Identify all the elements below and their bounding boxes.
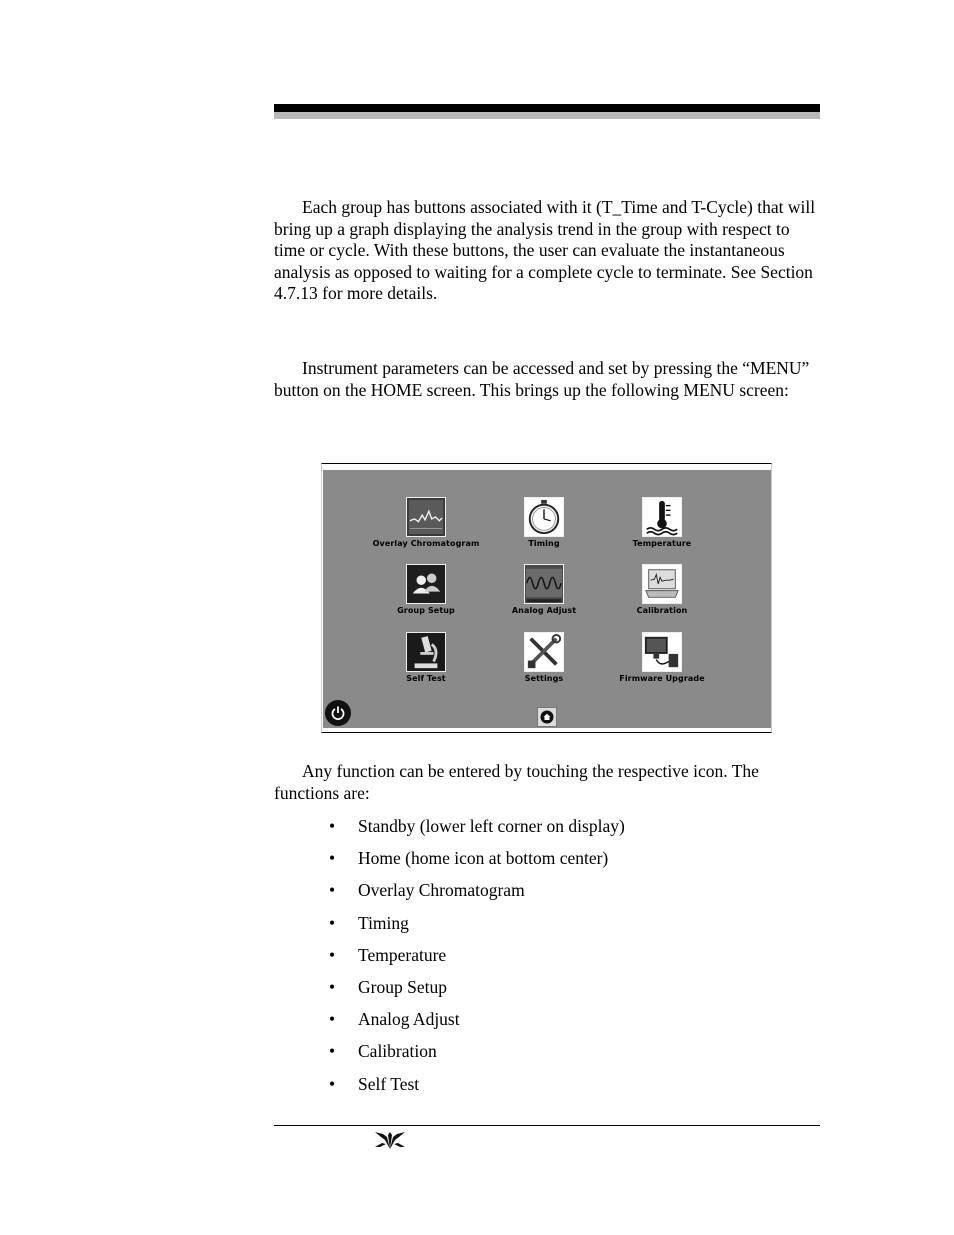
list-item: [274, 814, 625, 846]
tile-firmware-upgrade[interactable]: [592, 632, 732, 683]
list-item-text: Self Test: [358, 1073, 420, 1094]
standby-button[interactable]: [325, 700, 351, 726]
list-item: [274, 1007, 625, 1039]
paragraph-menu-intro-text: Instrument parameters can be accessed and set by pressing the “MENU” button on the HOME screen. This brings up the following MENU screen:: [274, 358, 810, 400]
list-item: [274, 846, 625, 878]
tile-calibration-label: Calibration: [636, 606, 688, 615]
group-setup-icon: [406, 564, 446, 604]
bullet: •: [329, 816, 336, 836]
list-item-text: Temperature: [358, 944, 447, 965]
bullet: •: [329, 1009, 336, 1030]
bullet: •: [329, 880, 336, 901]
tile-temperature-label: Temperature: [632, 539, 692, 548]
bullet: •: [329, 912, 336, 933]
tools-icon: [524, 632, 564, 672]
header-rule-shadow: [274, 112, 820, 119]
list-item-text: Group Setup: [358, 976, 447, 997]
header-rule: [274, 104, 820, 112]
bullet: •: [329, 944, 336, 965]
home-icon: [540, 710, 554, 724]
bullet: •: [329, 1041, 336, 1062]
list-item-text: Analog Adjust: [358, 1009, 460, 1030]
tile-analog-adjust-label: Analog Adjust: [511, 606, 577, 615]
tile-group-setup-label: Group Setup: [397, 606, 455, 615]
list-item: [274, 911, 625, 943]
overlay-chromatogram-icon: [406, 497, 446, 537]
tile-settings-label: Settings: [524, 674, 564, 683]
bullet: •: [329, 976, 336, 997]
paragraph-group-buttons-text: Each group has buttons associated with it (T_Time and T-Cycle) that will bring up a graph displaying the analysis trend in the group with respect to time or cycle. With these buttons, the user can evaluate the instantaneous analysis as opposed to waiting for a complete cycle to terminate. See Section 4.7.13 for more details.: [274, 197, 816, 303]
thermometer-icon: [642, 497, 682, 537]
bullet: •: [329, 848, 336, 869]
bullet: •: [329, 1073, 336, 1094]
company-logo-icon: [372, 1131, 408, 1151]
paragraph-menu-intro: [274, 358, 822, 401]
list-item: [274, 943, 625, 975]
list-item-text: Calibration: [358, 1041, 437, 1062]
tile-calibration[interactable]: [592, 564, 732, 615]
list-item: [274, 1072, 625, 1104]
tile-overlay-chromatogram-label: Overlay Chromatogram: [372, 539, 480, 548]
home-button[interactable]: [537, 707, 557, 727]
list-item: [274, 1039, 625, 1071]
list-item: [274, 975, 625, 1007]
firmware-upgrade-icon: [642, 632, 682, 672]
waveform-icon: [524, 564, 564, 604]
tile-firmware-upgrade-label: Firmware Upgrade: [619, 674, 705, 683]
list-item-text: Standby (lower left corner on display): [358, 816, 625, 836]
tile-temperature[interactable]: [592, 497, 732, 548]
power-icon: [330, 705, 346, 721]
calibration-laptop-icon: [642, 564, 682, 604]
list-item-text: Overlay Chromatogram: [358, 880, 525, 901]
tile-timing-label: Timing: [528, 539, 560, 548]
list-item-text: Timing: [358, 912, 409, 933]
paragraph-group-buttons: [274, 197, 822, 305]
paragraph-functions-intro-text: Any function can be entered by touching the respective icon. The functions are:: [274, 761, 759, 803]
paragraph-functions-intro: [274, 761, 822, 804]
tile-self-test-label: Self Test: [406, 674, 446, 683]
list-item: [274, 878, 625, 910]
stopwatch-icon: [524, 497, 564, 537]
microscope-icon: [406, 632, 446, 672]
footer-rule: [274, 1125, 820, 1126]
functions-list: [274, 814, 625, 1104]
list-item-text: Home (home icon at bottom center): [358, 848, 609, 869]
